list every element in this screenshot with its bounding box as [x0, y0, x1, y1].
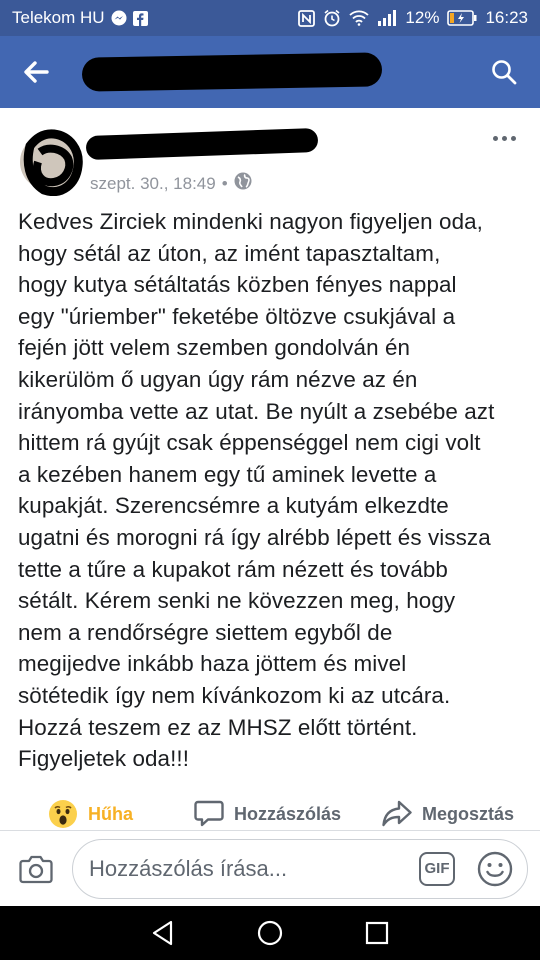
search-button[interactable] [468, 36, 540, 108]
globe-icon [234, 172, 252, 195]
emoji-button[interactable] [477, 851, 513, 887]
more-options-button[interactable] [493, 136, 516, 141]
comment-box [72, 839, 528, 899]
app-bar [0, 36, 540, 108]
arrow-left-icon [23, 61, 49, 83]
meta-separator: • [221, 173, 228, 193]
nav-recents-button[interactable] [357, 913, 397, 953]
triangle-back-icon [151, 920, 175, 946]
messenger-icon [111, 10, 127, 26]
post-actions [0, 794, 540, 834]
post-date[interactable]: szept. 30., 18:49 [90, 173, 216, 193]
alarm-icon [323, 9, 341, 27]
smiley-icon [477, 851, 513, 887]
camera-button[interactable] [0, 854, 72, 884]
more-dot [511, 136, 516, 141]
carrier-name: Telekom HU [12, 8, 105, 27]
post-card [0, 108, 540, 775]
system-nav-bar [0, 906, 540, 960]
battery-charging-icon [447, 10, 477, 26]
share-icon [382, 800, 412, 828]
back-button[interactable] [0, 36, 72, 108]
nfc-icon [298, 10, 315, 27]
battery-percent: 12% [405, 8, 440, 27]
avatar[interactable] [18, 122, 88, 196]
wifi-icon [349, 10, 369, 26]
nav-back-button[interactable] [143, 913, 183, 953]
camera-icon [19, 854, 53, 884]
comment-icon [194, 800, 224, 828]
search-icon [491, 59, 517, 85]
share-button[interactable] [382, 800, 514, 828]
square-recents-icon [365, 921, 389, 945]
post-body-text: Kedves Zirciek mindenki nagyon figyeljen oda, hogy sétál az úton, az imént tapasztaltam, hogy kutya sétáltatás közben fényes nappal egy "úriember" feketébe öltözve csukjával a fején jött velem szemben gondolván én kikerülöm ő ugyan úgy rám nézve az én irányomba vette az utat. Be nyúlt a zsebébe azt hittem rá gyújt csak éppenséggel nem cigi volt a kezében hanem egy tű aminek levette a kupakját. Szerencsémre a kutyám elkezdte ugatni és morogni rá így alrébb lépett és vissza tette a tűre a kupakot rám nézett és tovább sétált. Kérem senki ne kövezzen meg, hogy nem a rendőrségre siettem egyből de megijedve inkább haza jöttem és mivel sötétedik így nem kívánkozom ki az utcára. Hozzá teszem ez az MHSZ előtt történt. Figyeljetek oda!!! [18, 209, 495, 772]
post-header [0, 108, 540, 200]
more-dot [493, 136, 498, 141]
react-button[interactable] [48, 799, 133, 829]
comment-button[interactable] [194, 800, 341, 828]
share-label: Megosztás [422, 803, 515, 824]
wow-reaction-icon [48, 799, 78, 829]
nav-home-button[interactable] [250, 913, 290, 953]
redacted-page-title [82, 52, 383, 91]
clock: 16:23 [485, 8, 528, 27]
gif-button[interactable]: GIF [419, 852, 455, 886]
facebook-icon [133, 11, 148, 26]
react-label: Hűha [88, 803, 133, 824]
signal-icon [377, 10, 397, 26]
status-bar [0, 0, 540, 36]
more-dot [502, 136, 507, 141]
comment-input[interactable] [89, 856, 419, 882]
comment-composer [0, 830, 540, 906]
redacted-author-name[interactable] [86, 128, 319, 160]
comment-label: Hozzászólás [234, 803, 342, 824]
post-meta [90, 172, 252, 195]
circle-home-icon [257, 920, 283, 946]
